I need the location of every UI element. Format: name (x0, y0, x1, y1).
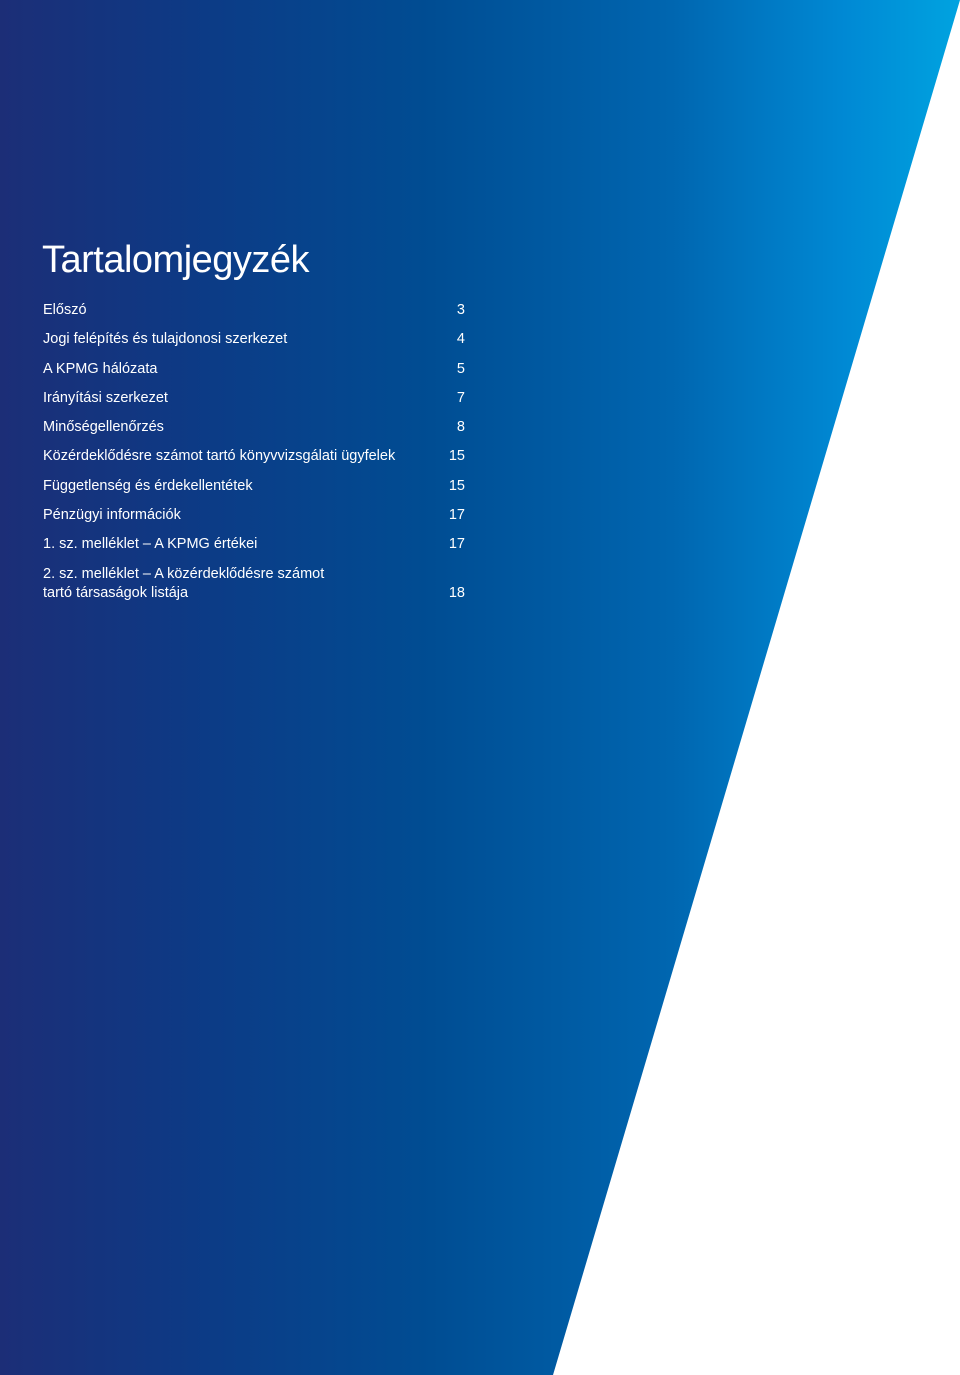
toc-item-page: 7 (456, 389, 465, 406)
toc-item-page: 17 (448, 536, 465, 553)
toc-item-page: 15 (448, 448, 465, 465)
toc-item-label: Minőségellenőrzés (43, 419, 164, 436)
toc-item-label: 1. sz. melléklet – A KPMG értékei (43, 536, 258, 553)
toc-item-iranyitasi-szerkezet[interactable] (43, 389, 465, 408)
toc-item-label: Pénzügyi információk (43, 507, 181, 524)
toc-item-penzugyi-informaciok[interactable] (43, 506, 465, 525)
toc-item-fuggetlenseg[interactable] (43, 477, 465, 496)
table-of-contents (43, 301, 465, 603)
toc-item-label: A KPMG hálózata (43, 360, 158, 377)
toc-item-kozerdeklodes-ugyfelek[interactable] (43, 447, 465, 466)
toc-item-page: 17 (448, 507, 465, 524)
toc-item-label: Közérdeklődésre számot tartó könyvvizsgálati ügyfelek (43, 448, 396, 465)
toc-item-page: 15 (448, 477, 465, 494)
toc-item-melleklet-1[interactable] (43, 535, 465, 554)
toc-item-page: 8 (456, 419, 465, 436)
toc-item-label: Előszó (43, 302, 87, 318)
toc-item-page: 5 (456, 360, 465, 377)
toc-item-melleklet-2[interactable] (43, 565, 465, 603)
toc-item-label: Jogi felépítés és tulajdonosi szerkezet (43, 331, 288, 348)
toc-item-label: Irányítási szerkezet (43, 389, 168, 406)
page-title: Tartalomjegyzék (42, 239, 310, 281)
toc-item-eloszo[interactable] (43, 301, 465, 320)
toc-item-kpmg-halozata[interactable] (43, 360, 465, 379)
toc-item-minosegellenorzes[interactable] (43, 418, 465, 437)
toc-item-page: 4 (456, 331, 465, 348)
toc-item-jogi-felepites[interactable] (43, 330, 465, 349)
toc-item-page: 3 (456, 302, 465, 318)
toc-item-label: 2. sz. melléklet – A közérdeklődésre számot tartó társaságok listája (43, 565, 325, 601)
toc-item-page: 18 (448, 584, 465, 601)
toc-item-label: Függetlenség és érdekellentétek (43, 477, 253, 494)
